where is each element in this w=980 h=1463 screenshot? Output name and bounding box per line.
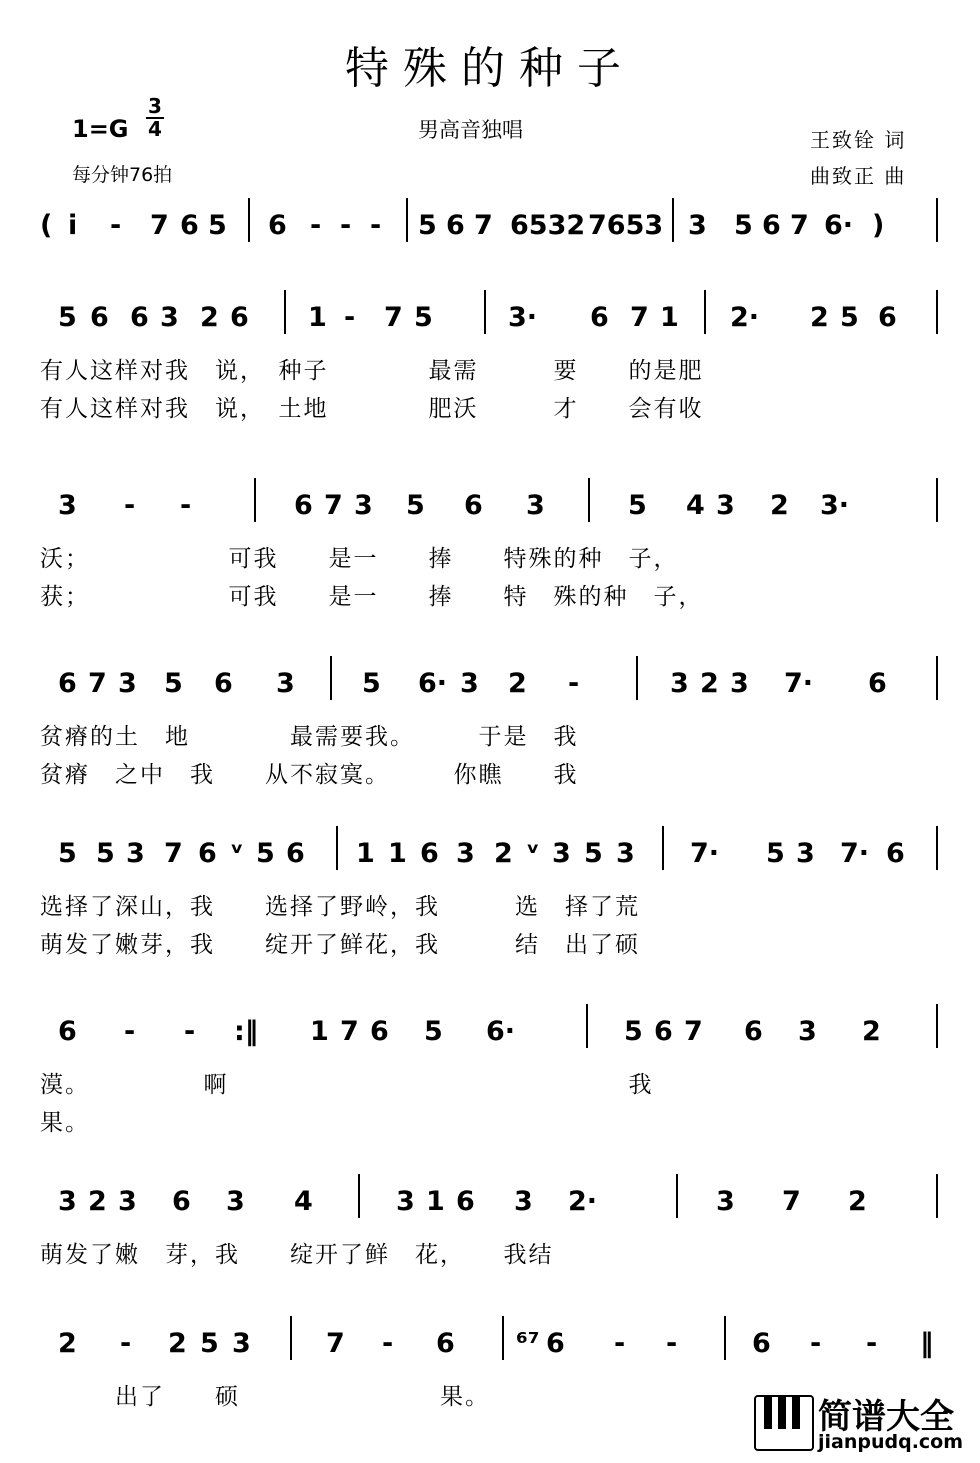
note: 2 [770, 490, 789, 521]
note: 2· [730, 302, 760, 333]
notes-line [40, 490, 940, 530]
note: 3 [396, 1186, 415, 1217]
note: 7 [790, 210, 809, 241]
note: - [344, 302, 356, 333]
note: 6 [436, 1328, 455, 1359]
note: 7 [326, 1328, 345, 1359]
note: 5 [96, 838, 115, 869]
note: 6 [886, 838, 905, 869]
note: 2 [494, 838, 513, 869]
note: 4 [686, 490, 705, 521]
note: 3 [118, 668, 137, 699]
note: 7 [324, 490, 343, 521]
barline [636, 656, 638, 700]
lyric-line-1: 出了 硕 果。 [40, 1384, 490, 1410]
note: 2 [700, 668, 719, 699]
note: 6 [420, 838, 439, 869]
note: ᵛ [230, 838, 244, 869]
note: 7 [630, 302, 649, 333]
note: 2 [88, 1186, 107, 1217]
lyric-line-2: 萌发了嫩芽，我 绽开了鲜花，我 结 出了硕 [40, 932, 640, 958]
lyric-line-2: 有人这样对我 说， 土地 肥沃 才 会有收 [40, 396, 704, 422]
lyric-line-1: 漠。 啊 我 [40, 1072, 654, 1098]
note: 3 [58, 490, 77, 521]
note: 5 [414, 302, 433, 333]
note: 2· [568, 1186, 598, 1217]
note: 1 [660, 302, 679, 333]
note: :‖ [234, 1016, 259, 1047]
note: 3 [716, 490, 735, 521]
note: 7 [384, 302, 403, 333]
note: 3 [716, 1186, 735, 1217]
note: 6 [868, 668, 887, 699]
note: 6 [370, 1016, 389, 1047]
note: 3 [126, 838, 145, 869]
barline [662, 826, 664, 870]
lyricist-credit: 王致铨 词 [810, 128, 907, 152]
note: 3 [354, 490, 373, 521]
note: 5 [208, 210, 227, 241]
note: - [124, 490, 136, 521]
note: ‖ [920, 1328, 934, 1359]
note: 2 [508, 668, 527, 699]
note: 3 [232, 1328, 251, 1359]
lyric-line-2: 获； 可我 是一 捧 特 殊的种 子， [40, 584, 704, 610]
barline [724, 1316, 726, 1360]
note: - [184, 1016, 196, 1047]
note: ( [40, 210, 53, 241]
note: 1 [308, 302, 327, 333]
note: - [382, 1328, 394, 1359]
barline [588, 478, 590, 522]
note: 5 [584, 838, 603, 869]
note: - [666, 1328, 678, 1359]
barline [586, 1004, 588, 1048]
note: 6 [90, 302, 109, 333]
lyric-line-1: 萌发了嫩 芽，我 绽开了鲜 花， 我结 [40, 1242, 554, 1268]
note: 6 [286, 838, 305, 869]
note: 3 [276, 668, 295, 699]
note: 2 [848, 1186, 867, 1217]
notes-line [40, 1186, 940, 1226]
barline [936, 198, 938, 242]
notes-line [40, 1328, 940, 1368]
note: 6 [546, 1328, 565, 1359]
note: 6· [824, 210, 854, 241]
note: 5 [58, 838, 77, 869]
lyric-line-1: 有人这样对我 说， 种子 最需 要 的是肥 [40, 358, 704, 384]
note: 6 [230, 302, 249, 333]
note: 3 [226, 1186, 245, 1217]
lyric-line-1: 贫瘠的土 地 最需要我。 于是 我 [40, 724, 579, 750]
note: - [180, 490, 192, 521]
note: 6 [654, 1016, 673, 1047]
barline [502, 1316, 504, 1360]
watermark-brand: 简谱大全 [818, 1397, 954, 1437]
note: 6 [456, 1186, 475, 1217]
note: ᵛ [526, 838, 540, 869]
note: 6 [268, 210, 287, 241]
note: 2 [810, 302, 829, 333]
note: - [110, 210, 122, 241]
note: - [120, 1328, 132, 1359]
barline [336, 826, 338, 870]
note: 5 [164, 668, 183, 699]
note: 5 [766, 838, 785, 869]
barline [704, 290, 706, 334]
note: 7 [150, 210, 169, 241]
key-signature: 1=G [72, 115, 129, 143]
note: 3 [688, 210, 707, 241]
note: 6· [486, 1016, 516, 1047]
note: 5 [734, 210, 753, 241]
song-title: 特殊的种子 [345, 43, 635, 94]
note: 5 [58, 302, 77, 333]
note: 2 [168, 1328, 187, 1359]
note: - [310, 210, 322, 241]
note: 3 [460, 668, 479, 699]
note: 6 [172, 1186, 191, 1217]
barline [672, 198, 674, 242]
note: 6 [744, 1016, 763, 1047]
note: - [614, 1328, 626, 1359]
barline [248, 198, 250, 242]
notes-line [40, 210, 940, 250]
note: 7 [340, 1016, 359, 1047]
note: 3 [796, 838, 815, 869]
lyric-line-1: 沃； 可我 是一 捧 特殊的种 子， [40, 546, 679, 572]
note: 4 [294, 1186, 313, 1217]
note: 6 [58, 668, 77, 699]
note: 3 [160, 302, 179, 333]
note: 3 [670, 668, 689, 699]
barline [936, 478, 938, 522]
watermark-url: jianpudq.com [818, 1431, 964, 1453]
lyric-line-2: 贫瘠 之中 我 从不寂寞。 你瞧 我 [40, 762, 579, 788]
note: 6 [762, 210, 781, 241]
note: i [68, 210, 78, 241]
note: 3 [118, 1186, 137, 1217]
barline [284, 290, 286, 334]
note: 2 [58, 1328, 77, 1359]
note: 6 [446, 210, 465, 241]
note: 7 [684, 1016, 703, 1047]
barline [330, 656, 332, 700]
note: - [370, 210, 382, 241]
time-signature-bottom: 4 [148, 117, 162, 141]
note: 7 [782, 1186, 801, 1217]
note: 6 [294, 490, 313, 521]
watermark-logo [754, 1389, 974, 1457]
barline [358, 1174, 360, 1218]
note: 3 [514, 1186, 533, 1217]
note: 7· [840, 838, 870, 869]
note: 5 [628, 490, 647, 521]
note: 6· [418, 668, 448, 699]
note: 7· [690, 838, 720, 869]
note: 3 [456, 838, 475, 869]
tempo-marking: 每分钟76拍 [72, 164, 173, 186]
note: ⁶⁷ [516, 1328, 540, 1359]
note: 5 [200, 1328, 219, 1359]
note: 3 [798, 1016, 817, 1047]
note: - [340, 210, 352, 241]
note: 6 [752, 1328, 771, 1359]
note: 6 [130, 302, 149, 333]
note: 1 [426, 1186, 445, 1217]
time-signature-top: 3 [148, 94, 162, 118]
time-signature [146, 96, 164, 140]
barline [936, 656, 938, 700]
note: 6532 [510, 210, 586, 241]
barline [936, 1174, 938, 1218]
note: 6 [198, 838, 217, 869]
barline [676, 1174, 678, 1218]
notes-line [40, 668, 940, 708]
note: 1 [310, 1016, 329, 1047]
note: 7653 [588, 210, 664, 241]
note: 6 [58, 1016, 77, 1047]
note: 3· [508, 302, 538, 333]
note: 6 [590, 302, 609, 333]
note: 5 [418, 210, 437, 241]
barline [936, 1004, 938, 1048]
note: 6 [464, 490, 483, 521]
note: 5 [424, 1016, 443, 1047]
note: 7 [88, 668, 107, 699]
note: ) [872, 210, 885, 241]
note: 3 [58, 1186, 77, 1217]
note: 5 [256, 838, 275, 869]
note: 6 [214, 668, 233, 699]
notes-line [40, 838, 940, 878]
notes-line [40, 302, 940, 342]
note: 2 [200, 302, 219, 333]
composer-credit: 曲致正 曲 [810, 164, 907, 188]
barline [254, 478, 256, 522]
barline [484, 290, 486, 334]
note: 3 [730, 668, 749, 699]
note: - [810, 1328, 822, 1359]
note: 6 [878, 302, 897, 333]
note: 3 [526, 490, 545, 521]
barline [290, 1316, 292, 1360]
note: 6 [180, 210, 199, 241]
barline [406, 198, 408, 242]
note: 7 [474, 210, 493, 241]
note: - [124, 1016, 136, 1047]
note: 5 [406, 490, 425, 521]
note: 3 [552, 838, 571, 869]
barline [936, 826, 938, 870]
note: 1 [356, 838, 375, 869]
piano-keys-icon [754, 1395, 814, 1451]
note: 7· [784, 668, 814, 699]
note: 3 [616, 838, 635, 869]
performance-note: 男高音独唱 [418, 118, 523, 142]
note: 5 [362, 668, 381, 699]
lyric-line-2: 果。 [40, 1110, 90, 1136]
note: - [568, 668, 580, 699]
notes-line [40, 1016, 940, 1056]
lyric-line-1: 选择了深山，我 选择了野岭，我 选 择了荒 [40, 894, 640, 920]
barline [936, 290, 938, 334]
note: - [866, 1328, 878, 1359]
note: 2 [862, 1016, 881, 1047]
note: 5 [624, 1016, 643, 1047]
note: 1 [388, 838, 407, 869]
note: 3· [820, 490, 850, 521]
note: 7 [164, 838, 183, 869]
note: 5 [840, 302, 859, 333]
